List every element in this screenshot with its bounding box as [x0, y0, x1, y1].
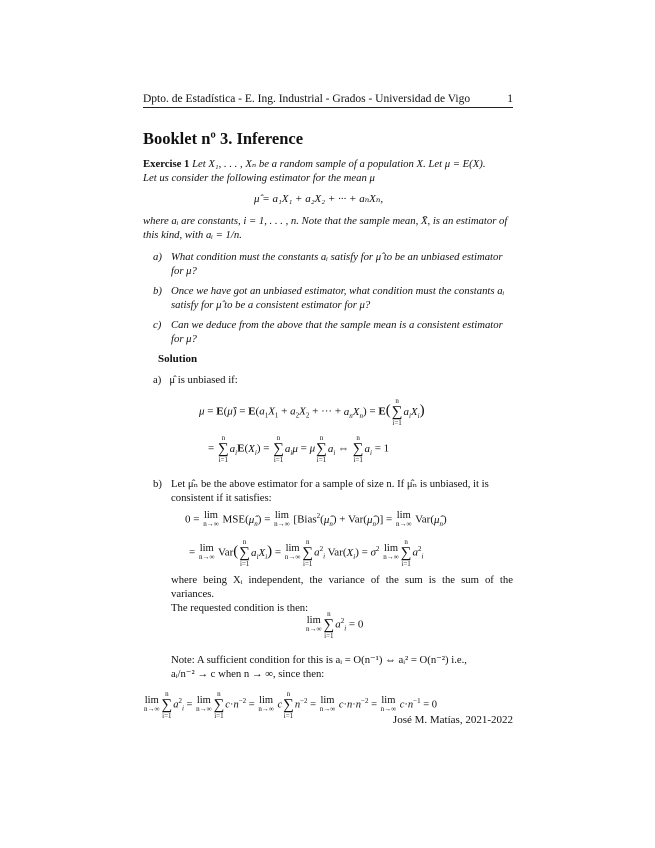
exercise-after-line2: this kind, with aᵢ = 1/n. — [143, 229, 242, 241]
exercise-label: Exercise 1 — [143, 158, 190, 170]
unbiased-equation-line1: μ = E(μ̂) = $E(a_1X_1 + a_2X_2$ + ··· + $a_nX_n) = E$( n ∑ i=1 $a_iX_i$) — [199, 397, 425, 427]
page-title: Booklet nº 3. Inference — [143, 129, 304, 148]
header-rule — [143, 107, 513, 108]
solution-heading: Solution — [158, 353, 198, 365]
sufficient-condition-note: Note: A sufficient condition for this is aᵢ = O(n⁻¹) ⇔ aᵢ² = O(n⁻²) i.e., aᵢ/n⁻² → c when n → ∞, since then: — [171, 654, 467, 680]
footer-author: José M. Matías, 2021-2022 — [392, 714, 513, 726]
exercise-after — [143, 214, 513, 242]
variance-remark: where being Xᵢ independent, the variance of the sum is the sum of the variances. The requested condition is then: — [171, 574, 513, 614]
solution-a-text: a) μ̂ is unbiased if: — [153, 374, 238, 386]
exercise-intro-line2: Let us consider the following estimator for the mean μ — [143, 172, 375, 184]
exercise-intro — [143, 157, 513, 185]
consistency-equation-line2: = lim n→∞ Var( n ∑ i=1 $a_iX_i$) = lim n→∞ n ∑ i=1 $a^2_i$ $Var(X_i) = \sigma^2$ lim n→∞ n ∑ i=1 $a^2_i$ — [189, 538, 424, 568]
exercise-after-line1: where aᵢ are constants, i = 1, . . . , n. Note that the sample mean, X̄, is an estimator of — [143, 215, 508, 227]
limit-derivation: lim n→∞ n ∑ i=1 $a^2_i$ = lim n→∞ n ∑ i=1 $c\cdot n^{-2}$ = lim n→∞ c n ∑ i=1 $n^{-2}$ = lim n→∞ $c\cdot n\cdot n^{-2}$ = lim n→∞ $c\cdot n^{-1} = 0$ — [144, 690, 438, 720]
estimator-equation: μ̂ = a₁X₁ + a₂X₂ + ··· + aₙXₙ, — [254, 193, 384, 205]
question-c: c) Can we deduce from the above that the sample mean is a consistent estimator for μ? — [153, 319, 503, 345]
question-b: b) Once we have got an unbiased estimator, what condition must the constants aᵢ satisfy for μ̂ to be a consistent estimator for μ? — [153, 285, 505, 311]
page-number: 1 — [507, 93, 513, 105]
header-left: Dpto. de Estadística - E. Ing. Industrial - Grados - Universidad de Vigo — [143, 93, 471, 105]
exercise-intro-line1: Let X₁, . . . , Xₙ be a random sample of a population X. Let μ = E(X). — [192, 158, 486, 170]
running-header — [143, 93, 513, 105]
question-a: a) What condition must the constants aᵢ satisfy for μ̂ to be an unbiased estimator for μ? — [153, 251, 503, 277]
consistency-equation-line1: 0 = lim n→∞ $MSE(\mû_n)$ = lim n→∞ [$Bias^2(\mû_n)$ + $Var(\mû_n)$] = lim n→∞ $Var(\mû_n)$ — [185, 510, 447, 528]
unbiased-equation-line2: = n ∑ i=1 $a_iE(X_i)$ = n ∑ i=1 $a_i\mu = \mu$ n ∑ i=1 $a_i$ ⇔ n ∑ i=1 $a_i = 1$ — [208, 434, 390, 464]
condition-equation: lim n→∞ n ∑ i=1 $a^2_i = 0$ — [306, 610, 364, 640]
solution-b-text: b) Let μ̂ₙ be the above estimator for a sample of size n. If μ̂ₙ is unbiased, it is consistent if it satisfies: — [153, 478, 489, 504]
